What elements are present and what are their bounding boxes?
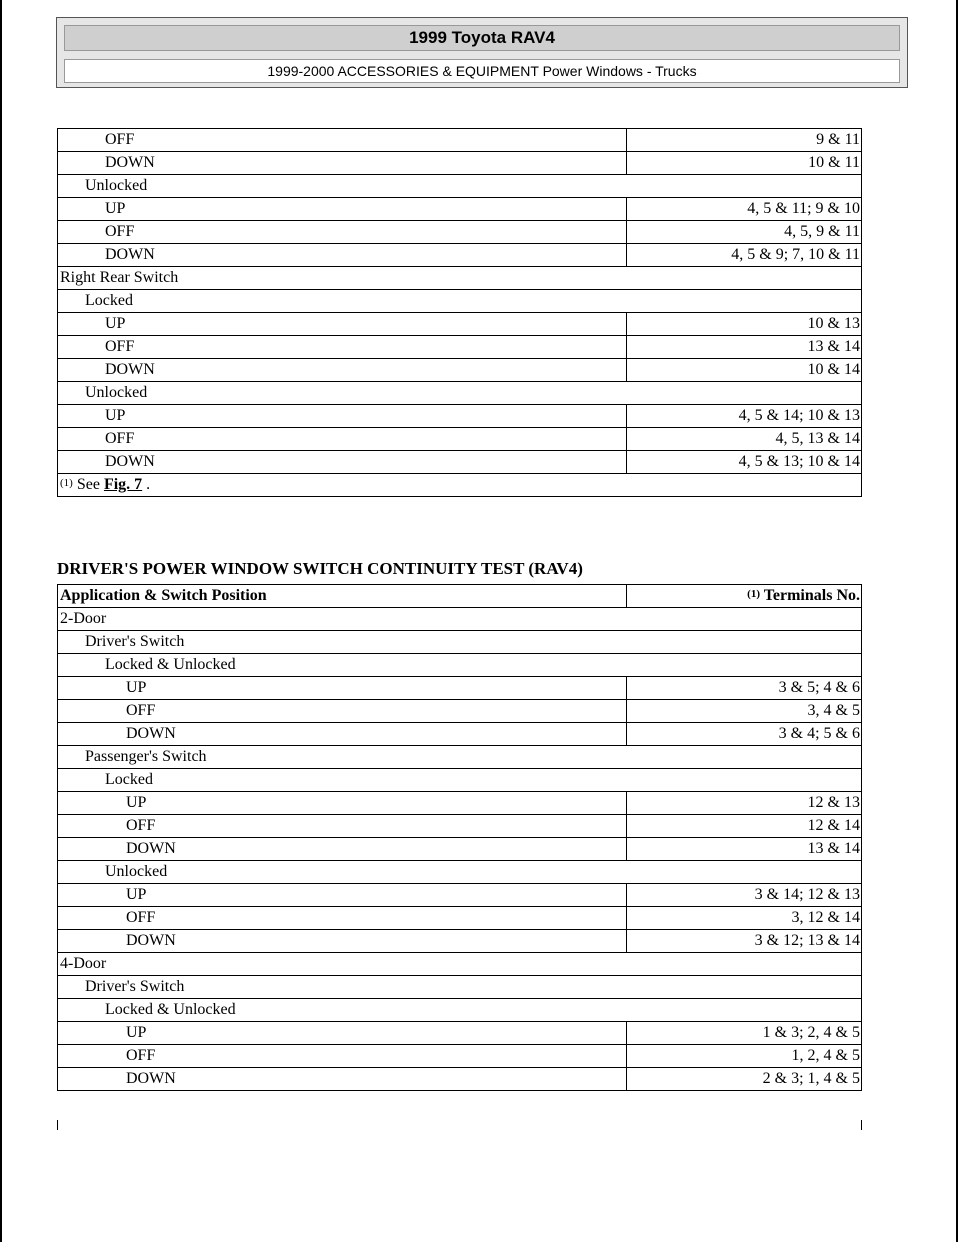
table-row [58,999,862,1022]
table-row [58,405,862,428]
row-label: OFF [58,1045,627,1068]
row-terminals: 10 & 13 [627,313,862,336]
row-label: OFF [58,221,627,244]
table-row [58,723,862,746]
row-label: OFF [58,336,627,359]
table-row [58,631,862,654]
row-label: Locked & Unlocked [58,654,862,677]
table-row [58,244,862,267]
row-terminals: 4, 5, 13 & 14 [627,428,862,451]
table-row [58,654,862,677]
table-row [58,769,862,792]
table-row [58,451,862,474]
row-terminals: 3 & 5; 4 & 6 [627,677,862,700]
continuity-table-driver [57,584,862,1091]
row-label: OFF [58,129,627,152]
page-left-border [0,0,2,1242]
row-label: OFF [58,428,627,451]
table-row [58,907,862,930]
table-row [58,700,862,723]
row-terminals: 12 & 14 [627,815,862,838]
table-row [58,221,862,244]
row-label: DOWN [58,451,627,474]
row-terminals: 13 & 14 [627,838,862,861]
row-label: Driver's Switch [58,631,862,654]
row-label: UP [58,405,627,428]
table-row [58,792,862,815]
row-label: Locked [58,769,862,792]
row-label: Unlocked [58,175,862,198]
header-subtitle: 1999-2000 ACCESSORIES & EQUIPMENT Power Windows - Trucks [64,59,900,83]
footnote-row [58,474,862,497]
table-row [58,746,862,769]
row-terminals: 4, 5 & 14; 10 & 13 [627,405,862,428]
row-terminals: 3 & 4; 5 & 6 [627,723,862,746]
row-label: Locked [58,290,862,313]
table-row [58,152,862,175]
table-row [58,1068,862,1091]
row-terminals: 10 & 14 [627,359,862,382]
row-label: DOWN [58,930,627,953]
table-row [58,359,862,382]
table-row [58,861,862,884]
table-row [58,382,862,405]
table-row [58,953,862,976]
footnote [58,474,862,497]
row-label: OFF [58,700,627,723]
continuity-table-rear [57,128,862,497]
row-label: UP [58,677,627,700]
table-row [58,336,862,359]
table-continuation [57,1120,862,1130]
row-label: OFF [58,907,627,930]
row-terminals: 4, 5 & 13; 10 & 14 [627,451,862,474]
page-right-border [956,0,958,1242]
row-terminals: 3 & 14; 12 & 13 [627,884,862,907]
row-label: Unlocked [58,861,862,884]
table-row [58,198,862,221]
table-row [58,815,862,838]
table-row [58,267,862,290]
table-row [58,608,862,631]
row-label: OFF [58,815,627,838]
row-terminals: 1, 2, 4 & 5 [627,1045,862,1068]
header-title: 1999 Toyota RAV4 [64,25,900,51]
fig-7-link[interactable]: Fig. 7 [103,476,143,493]
table-row [58,175,862,198]
row-terminals: 3, 4 & 5 [627,700,862,723]
row-label: DOWN [58,1068,627,1091]
header-terminals [627,585,862,608]
row-label: Unlocked [58,382,862,405]
table-row [58,428,862,451]
row-label: 2-Door [58,608,862,631]
row-label: UP [58,792,627,815]
row-terminals: 10 & 11 [627,152,862,175]
row-label: DOWN [58,244,627,267]
table-row [58,129,862,152]
table-row [58,838,862,861]
table-caption: DRIVER'S POWER WINDOW SWITCH CONTINUITY TEST (RAV4) [57,559,583,578]
table-row [58,976,862,999]
table-row [58,290,862,313]
row-label: DOWN [58,838,627,861]
row-label: UP [58,313,627,336]
header-terminals-label: Terminals No. [759,587,860,604]
table-row [58,884,862,907]
table-row [58,677,862,700]
row-label: Passenger's Switch [58,746,862,769]
table-row [58,313,862,336]
footnote-mark: (1) [747,588,760,600]
table-row [58,1022,862,1045]
row-label: UP [58,884,627,907]
row-terminals: 1 & 3; 2, 4 & 5 [627,1022,862,1045]
row-label: Driver's Switch [58,976,862,999]
row-label: DOWN [58,359,627,382]
row-label: UP [58,1022,627,1045]
row-label: Right Rear Switch [58,267,862,290]
table-row [58,1045,862,1068]
row-terminals: 3, 12 & 14 [627,907,862,930]
table-header-row [58,585,862,608]
row-label: UP [58,198,627,221]
row-terminals: 9 & 11 [627,129,862,152]
footnote-mark: (1) [60,477,73,489]
row-terminals: 3 & 12; 13 & 14 [627,930,862,953]
row-terminals: 12 & 13 [627,792,862,815]
header-application: Application & Switch Position [58,585,627,608]
row-label: DOWN [58,723,627,746]
row-label: 4-Door [58,953,862,976]
footnote-text: See [76,476,104,493]
row-terminals: 4, 5 & 9; 7, 10 & 11 [627,244,862,267]
row-terminals: 4, 5 & 11; 9 & 10 [627,198,862,221]
table-row [58,930,862,953]
footnote-end: . [142,476,151,493]
row-terminals: 2 & 3; 1, 4 & 5 [627,1068,862,1091]
row-label: DOWN [58,152,627,175]
page-header [56,17,908,88]
row-terminals: 13 & 14 [627,336,862,359]
row-label: Locked & Unlocked [58,999,862,1022]
row-terminals: 4, 5, 9 & 11 [627,221,862,244]
